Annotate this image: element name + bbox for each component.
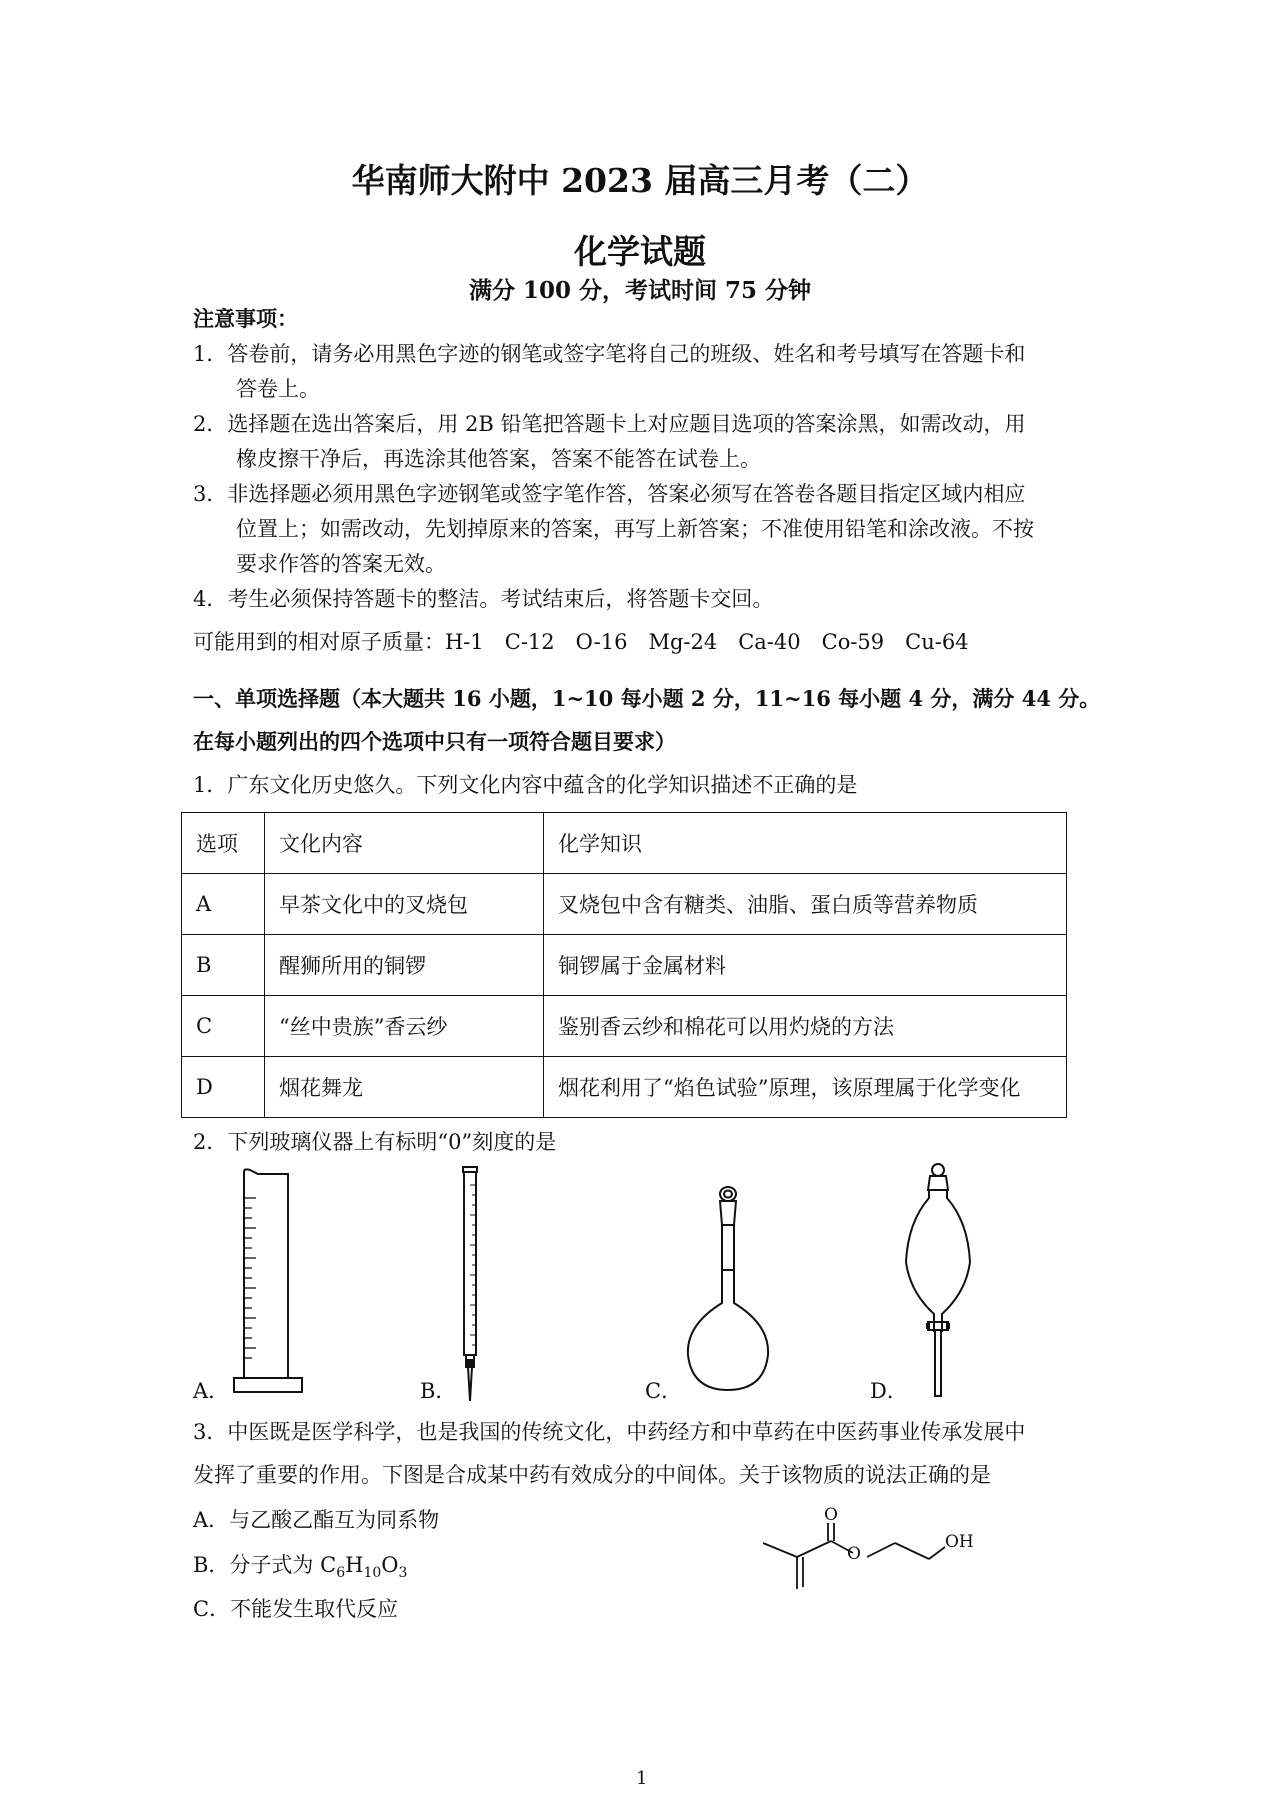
page-number: 1 [636,1768,648,1789]
structure-oh: OH [945,1532,974,1552]
q3-stem-line1: 3．中医既是医学科学，也是我国的传统文化，中药经方和中草药在中医药事业传承发展中 [193,1420,1026,1444]
q2-option-a: A． [193,1379,230,1403]
notice-item-1-cont: 答卷上。 [236,377,320,401]
burette-icon [455,1165,485,1405]
notice-item-2-cont: 橡皮擦干净后，再选涂其他答案，答案不能答在试卷上。 [236,447,761,471]
notice-item-4: 4．考生必须保持答题卡的整洁。考试结束后，将答题卡交回。 [193,587,774,611]
table-header-cell: 文化内容 [265,813,544,874]
section1-heading2: 在每小题列出的四个选项中只有一项符合题目要求） [193,729,676,754]
table-header-cell: 化学知识 [544,813,1067,874]
table-row [182,874,1067,935]
graduated-cylinder-icon [230,1168,310,1400]
q2-option-d: D． [870,1379,908,1403]
exam-title: 华南师大附中 2023 届高三月考（二） [351,161,929,200]
volumetric-flask-icon [678,1185,778,1395]
q2-option-b: B． [420,1379,457,1403]
q1-table [181,812,1067,1118]
q3-stem-line2: 发挥了重要的作用。下图是合成某中药有效成分的中间体。关于该物质的说法正确的是 [193,1463,991,1487]
table-row [182,1057,1067,1118]
q1-stem: 1．广东文化历史悠久。下列文化内容中蕴含的化学知识描述不正确的是 [193,773,858,797]
table-cell: “丝中贵族”香云纱 [265,996,544,1057]
table-cell: 烟花利用了“焰色试验”原理，该原理属于化学变化 [544,1057,1067,1118]
molecule-structure-icon [755,1505,1015,1595]
q3-option-b-o: O [381,1553,399,1577]
q3-option-b-o-count: 3 [398,1565,408,1582]
notice-item-2: 2．选择题在选出答案后，用 2B 铅笔把答题卡上对应题目选项的答案涂黑，如需改动，用 [193,412,1026,436]
notice-item-3: 3．非选择题必须用黑色字迹钢笔或签字笔作答，答案必须写在答卷各题目指定区域内相应 [193,482,1026,506]
q3-option-b-c-count: 6 [336,1565,346,1582]
table-header-row [182,813,1067,874]
notice-item-1: 1．答卷前，请务必用黑色字迹的钢笔或签字笔将自己的班级、姓名和考号填写在答题卡和 [193,342,1026,366]
table-cell: 醒狮所用的铜锣 [265,935,544,996]
section1-heading: 一、单项选择题（本大题共 16 小题，1~10 每小题 2 分，11~16 每小题 4 分，满分 44 分。 [193,686,1101,711]
notice-heading: 注意事项： [193,306,298,331]
notice-item-3-cont: 位置上；如需改动，先划掉原来的答案，再写上新答案；不准使用铅笔和涂改液。不按 [236,517,1034,541]
q3-option-b-h: H [345,1553,364,1577]
q2-option-c: C． [645,1379,683,1403]
exam-info: 满分 100 分，考试时间 75 分钟 [468,277,812,304]
structure-ester-o: O [847,1544,861,1564]
table-header-cell: 选项 [182,813,265,874]
table-cell: 烟花舞龙 [265,1057,544,1118]
table-cell: 鉴别香云纱和棉花可以用灼烧的方法 [544,996,1067,1057]
q3-option-a: A．与乙酸乙酯互为同系物 [193,1508,440,1532]
q3-option-c: C．不能发生取代反应 [193,1597,399,1621]
q3-option-b-h-count: 10 [363,1565,382,1582]
q3-option-b [193,1548,407,1590]
table-cell: 铜锣属于金属材料 [544,935,1067,996]
subject-title: 化学试题 [574,232,706,271]
table-cell: 叉烧包中含有糖类、油脂、蛋白质等营养物质 [544,874,1067,935]
q3-option-b-prefix: B．分子式为 C [193,1553,337,1577]
notice-item-3-cont2: 要求作答的答案无效。 [236,552,446,576]
table-cell: 早茶文化中的叉烧包 [265,874,544,935]
structure-carbonyl-o: O [824,1505,838,1525]
table-row [182,996,1067,1057]
table-row [182,935,1067,996]
table-cell: D [182,1057,265,1118]
table-cell: B [182,935,265,996]
table-cell: C [182,996,265,1057]
atomic-masses: 可能用到的相对原子质量：H-1 C-12 O-16 Mg-24 Ca-40 Co-59 Cu-64 [193,630,969,654]
q2-stem: 2．下列玻璃仪器上有标明“0”刻度的是 [193,1130,557,1154]
table-cell: A [182,874,265,935]
separatory-funnel-icon [898,1162,978,1402]
